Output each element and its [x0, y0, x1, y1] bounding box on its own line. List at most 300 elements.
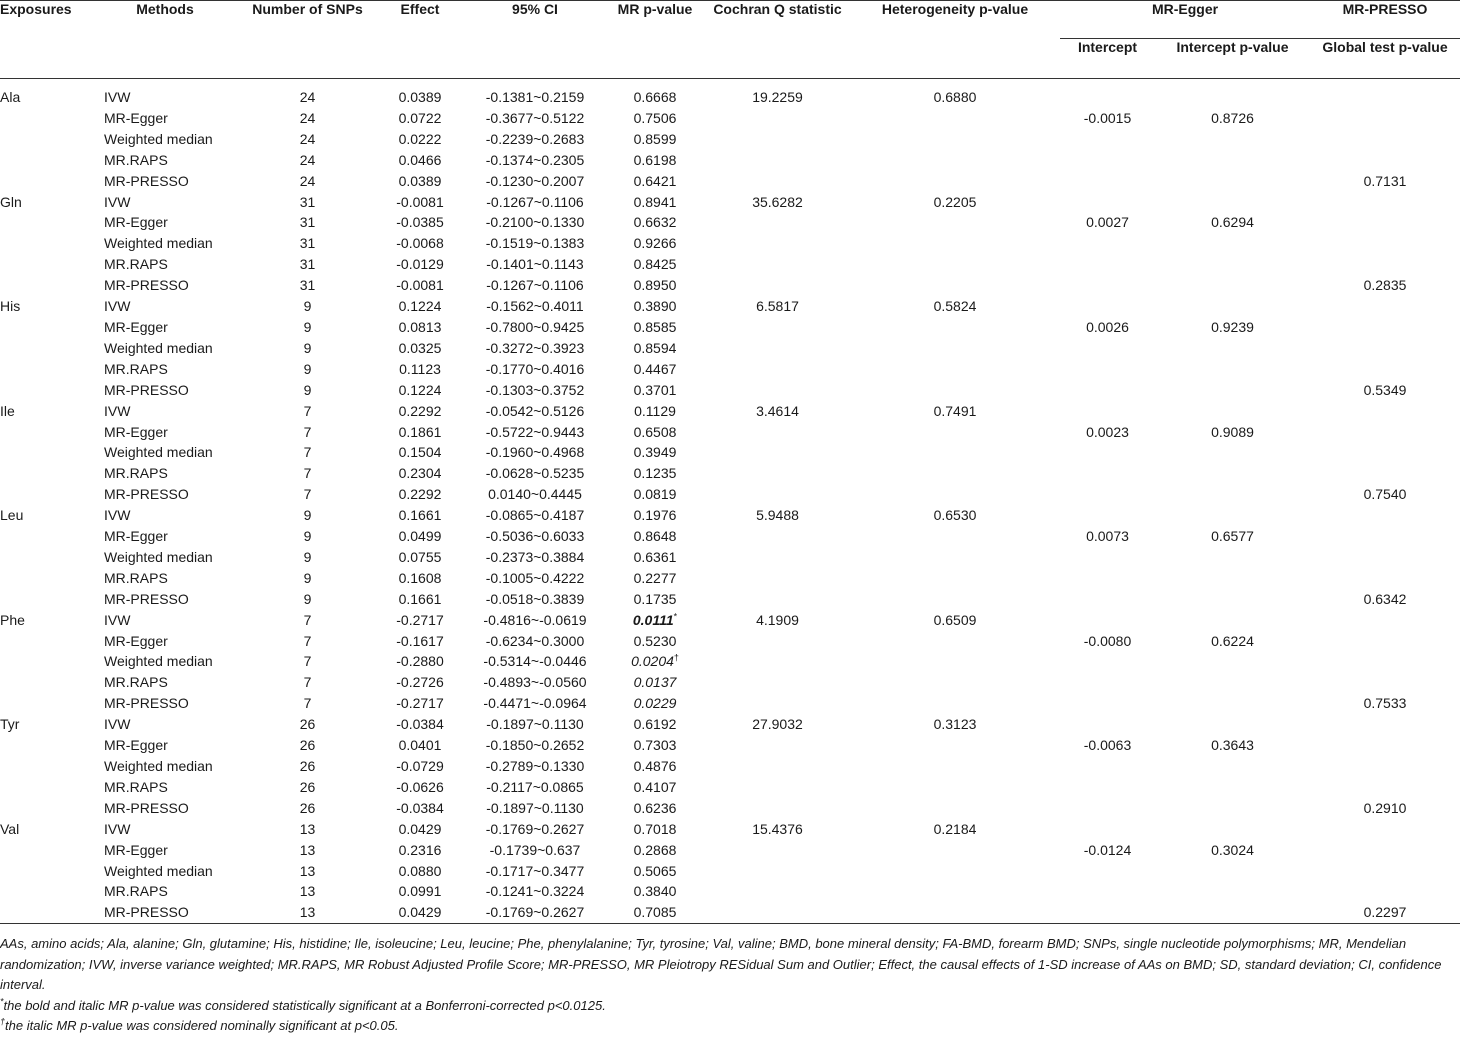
- intercept-p-cell: [1155, 693, 1310, 714]
- intercept-cell: [1060, 547, 1155, 568]
- table-row: [0, 777, 1460, 798]
- table-row: [0, 735, 1460, 756]
- intercept-p-cell: [1155, 275, 1310, 296]
- ci-cell: -0.1381~0.2159: [485, 89, 585, 105]
- exposure-cell: Leu: [0, 507, 24, 524]
- method-cell: MR-PRESSO: [104, 695, 189, 712]
- global-p-cell: [1310, 108, 1460, 129]
- heterogeneity-p-cell: [850, 672, 1060, 693]
- intercept-cell: -0.0015: [1083, 109, 1132, 126]
- exposure-cell: Gln: [0, 193, 22, 210]
- exposure-cell: Ala: [0, 89, 21, 105]
- dagger-mark: †: [0, 1016, 6, 1027]
- intercept-p-cell: [1155, 902, 1310, 923]
- effect-cell: 0.0499: [398, 528, 442, 545]
- header-ci: 95% CI: [512, 1, 558, 17]
- method-cell: MR-Egger: [104, 528, 168, 545]
- ci-cell: -0.2100~0.1330: [485, 214, 585, 231]
- ci-cell: -0.5036~0.6033: [485, 528, 585, 545]
- mr-p-cell: [605, 672, 705, 693]
- mr-p-cell: 0.7018: [633, 820, 677, 837]
- exposure-cell: [0, 317, 90, 338]
- global-p-cell: [1310, 568, 1460, 589]
- intercept-cell: -0.0124: [1083, 841, 1132, 858]
- ci-cell: -0.1401~0.1143: [486, 256, 584, 273]
- mr-p-cell: 0.8599: [633, 130, 677, 147]
- table-row: [0, 505, 1460, 526]
- effect-cell: 0.0222: [398, 130, 442, 147]
- global-p-cell: [1310, 192, 1460, 213]
- exposure-cell: [0, 254, 90, 275]
- star-mark: *: [0, 996, 4, 1007]
- snps-cell: 7: [303, 465, 312, 482]
- cochran-q-cell: [705, 359, 850, 380]
- exposure-cell: [0, 275, 90, 296]
- intercept-p-cell: [1155, 672, 1310, 693]
- global-p-cell: [1310, 777, 1460, 798]
- cochran-q-cell: [705, 798, 850, 819]
- global-p-cell: [1310, 631, 1460, 652]
- ci-cell: -0.1739~0.637: [489, 841, 581, 858]
- ci-cell: -0.1303~0.3752: [485, 381, 585, 398]
- snps-cell: 7: [303, 695, 312, 712]
- heterogeneity-p-cell: 0.6530: [933, 507, 977, 524]
- snps-cell: 13: [299, 862, 316, 879]
- effect-cell: 0.0813: [398, 318, 442, 335]
- global-p-cell: [1310, 610, 1460, 631]
- footnote-star-text: the bold and italic MR p-value was considered statistically significant at a Bonferroni-corrected p<0.0125.: [3, 997, 606, 1013]
- exposure-cell: [0, 861, 90, 882]
- cochran-q-cell: [705, 547, 850, 568]
- cochran-q-cell: 5.9488: [756, 507, 799, 524]
- global-p-cell: [1310, 233, 1460, 254]
- heterogeneity-p-cell: [850, 171, 1060, 192]
- heterogeneity-p-cell: [850, 631, 1060, 652]
- heterogeneity-p-cell: [850, 798, 1060, 819]
- intercept-p-cell: [1155, 798, 1310, 819]
- global-p-cell: [1310, 819, 1460, 840]
- intercept-p-cell: 0.6224: [1211, 632, 1254, 649]
- mr-p-cell: 0.5230: [633, 632, 677, 649]
- mr-p-cell: 0.3701: [633, 381, 677, 398]
- table-row: [0, 338, 1460, 359]
- effect-cell: 0.0722: [398, 109, 442, 126]
- mr-p-value: 0.0111: [632, 611, 674, 628]
- exposure-cell: [0, 129, 90, 150]
- heterogeneity-p-cell: [850, 756, 1060, 777]
- mr-p-cell: 0.6236: [633, 799, 677, 816]
- exposure-cell: [0, 631, 90, 652]
- mr-p-cell: 0.0819: [633, 486, 677, 503]
- mr-p-cell: 0.1976: [633, 507, 677, 524]
- mr-p-cell: 0.1129: [634, 402, 676, 419]
- method-cell: Weighted median: [104, 548, 213, 565]
- intercept-p-cell: 0.9089: [1211, 423, 1254, 440]
- effect-cell: -0.0081: [396, 193, 444, 210]
- method-cell: MR-Egger: [104, 737, 168, 754]
- global-p-cell: [1310, 296, 1460, 317]
- effect-cell: 0.1504: [398, 444, 442, 461]
- method-cell: MR-PRESSO: [104, 799, 189, 816]
- global-p-cell: [1310, 505, 1460, 526]
- snps-cell: 13: [240, 902, 375, 923]
- intercept-p-cell: [1155, 401, 1310, 422]
- header-snps: Number of SNPs: [252, 1, 363, 17]
- intercept-p-cell: 0.9239: [1211, 318, 1254, 335]
- cochran-q-cell: 27.9032: [752, 716, 803, 733]
- effect-cell: -0.0384: [396, 716, 444, 733]
- table-row: [0, 631, 1460, 652]
- intercept-p-cell: [1155, 568, 1310, 589]
- snps-cell: 7: [303, 674, 312, 691]
- intercept-p-cell: 0.6577: [1211, 528, 1254, 545]
- method-cell: IVW: [104, 193, 131, 210]
- mr-p-cell: 0.7085: [605, 902, 705, 923]
- effect-cell: -0.0081: [396, 277, 444, 294]
- table-footnotes: [0, 934, 1460, 1037]
- method-cell: MR-PRESSO: [90, 902, 240, 923]
- intercept-cell: -0.0080: [1083, 632, 1132, 649]
- snps-cell: 9: [303, 298, 312, 315]
- ci-cell: -0.6234~0.3000: [485, 632, 585, 649]
- exposure-cell: [0, 380, 90, 401]
- header-gap: [0, 79, 1460, 88]
- heterogeneity-p-cell: [850, 589, 1060, 610]
- ci-cell: -0.5314~-0.0446: [483, 653, 587, 670]
- mr-p-cell: 0.6508: [633, 423, 677, 440]
- mr-p-cell: 0.6668: [633, 89, 677, 105]
- heterogeneity-p-cell: [850, 212, 1060, 233]
- exposure-cell: [0, 422, 90, 443]
- intercept-p-cell: [1155, 714, 1310, 735]
- effect-cell: 0.0389: [398, 89, 442, 105]
- mr-p-cell: [605, 651, 705, 672]
- snps-cell: 7: [303, 632, 312, 649]
- mr-p-cell: 0.6421: [633, 172, 677, 189]
- snps-cell: 26: [299, 716, 316, 733]
- table-row: [0, 547, 1460, 568]
- intercept-cell: [1060, 380, 1155, 401]
- cochran-q-cell: [705, 484, 850, 505]
- heterogeneity-p-cell: 0.6880: [933, 89, 977, 105]
- heterogeneity-p-cell: [850, 359, 1060, 380]
- table-row: [0, 317, 1460, 338]
- intercept-cell: [1060, 359, 1155, 380]
- global-p-cell: [1310, 359, 1460, 380]
- intercept-cell: [1060, 401, 1155, 422]
- mr-p-value: 0.0229: [633, 695, 677, 712]
- heterogeneity-p-cell: [850, 422, 1060, 443]
- exposure-cell: [0, 171, 90, 192]
- heterogeneity-p-cell: 0.6509: [933, 611, 977, 628]
- cochran-q-cell: [705, 463, 850, 484]
- intercept-cell: 0.0027: [1086, 214, 1129, 231]
- mr-p-cell: 0.1735: [633, 590, 677, 607]
- method-cell: MR.RAPS: [104, 360, 168, 377]
- table-row: [0, 254, 1460, 275]
- mr-p-cell: 0.3949: [633, 444, 677, 461]
- table-row: [0, 693, 1460, 714]
- cochran-q-cell: 35.6282: [752, 193, 803, 210]
- snps-cell: 26: [299, 737, 316, 754]
- exposure-cell: [0, 798, 90, 819]
- method-cell: MR.RAPS: [104, 569, 168, 586]
- snps-cell: 31: [299, 214, 316, 231]
- intercept-p-cell: [1155, 359, 1310, 380]
- intercept-cell: 0.0023: [1086, 423, 1129, 440]
- method-cell: IVW: [104, 507, 131, 524]
- snps-cell: 7: [303, 486, 312, 503]
- table-row: [0, 589, 1460, 610]
- snps-cell: 24: [299, 151, 316, 168]
- global-p-cell: [1310, 840, 1460, 861]
- intercept-cell: [1060, 756, 1155, 777]
- global-p-cell: [1310, 547, 1460, 568]
- global-p-cell: [1310, 651, 1460, 672]
- intercept-p-cell: 0.3024: [1211, 841, 1254, 858]
- snps-cell: 9: [303, 381, 312, 398]
- mr-p-cell: 0.9266: [633, 235, 677, 252]
- intercept-cell: [1060, 693, 1155, 714]
- method-cell: Weighted median: [104, 758, 213, 774]
- cochran-q-cell: [705, 275, 850, 296]
- method-cell: Weighted median: [104, 653, 213, 670]
- cochran-q-cell: [705, 672, 850, 693]
- ci-cell: -0.1230~0.2007: [485, 172, 585, 189]
- method-cell: Weighted median: [104, 339, 213, 356]
- intercept-cell: [1060, 881, 1155, 902]
- cochran-q-cell: [705, 861, 850, 882]
- footnote-nominal: [0, 1016, 1460, 1037]
- table-row: [0, 756, 1460, 777]
- method-cell: MR.RAPS: [104, 465, 168, 482]
- intercept-p-cell: [1155, 150, 1310, 171]
- method-cell: IVW: [104, 89, 131, 105]
- heterogeneity-p-cell: [850, 547, 1060, 568]
- intercept-p-cell: [1155, 589, 1310, 610]
- cochran-q-cell: [705, 526, 850, 547]
- method-cell: IVW: [104, 298, 131, 315]
- table-row: [0, 359, 1460, 380]
- heterogeneity-p-cell: [850, 233, 1060, 254]
- cochran-q-cell: [705, 338, 850, 359]
- table-row: [0, 526, 1460, 547]
- intercept-p-cell: [1155, 881, 1310, 902]
- global-p-cell: [1310, 735, 1460, 756]
- exposure-cell: [0, 359, 90, 380]
- method-cell: Weighted median: [104, 444, 213, 461]
- exposure-cell: [0, 568, 90, 589]
- method-cell: MR.RAPS: [104, 778, 168, 795]
- effect-cell: 0.1661: [398, 590, 442, 607]
- global-p-cell: 0.7540: [1363, 486, 1407, 503]
- snps-cell: 9: [303, 507, 312, 524]
- effect-cell: -0.0626: [396, 778, 444, 795]
- global-p-cell: [1310, 87, 1460, 108]
- heterogeneity-p-cell: [850, 338, 1060, 359]
- header-exposures: Exposures: [0, 1, 72, 17]
- exposure-cell: [0, 840, 90, 861]
- table-row: [0, 651, 1460, 672]
- exposure-cell: Tyr: [0, 716, 20, 733]
- mr-p-cell: 0.7506: [633, 109, 677, 126]
- table-row: [0, 861, 1460, 882]
- header-intercept-p: Intercept p-value: [1176, 39, 1289, 55]
- intercept-cell: 0.0026: [1086, 318, 1129, 335]
- snps-cell: 7: [303, 402, 312, 419]
- cochran-q-cell: [705, 317, 850, 338]
- intercept-cell: [1060, 233, 1155, 254]
- table-row: [0, 296, 1460, 317]
- ci-cell: -0.1769~0.2627: [465, 902, 605, 923]
- exposure-cell: [0, 902, 90, 923]
- mr-p-cell: [605, 610, 705, 631]
- heterogeneity-p-cell: 0.2205: [933, 193, 977, 210]
- global-p-cell: [1310, 881, 1460, 902]
- ci-cell: -0.7800~0.9425: [485, 318, 585, 335]
- intercept-p-cell: [1155, 463, 1310, 484]
- ci-cell: -0.1519~0.1383: [485, 235, 585, 252]
- intercept-p-cell: 0.8726: [1211, 109, 1254, 126]
- global-p-cell: [1310, 212, 1460, 233]
- cochran-q-cell: [705, 568, 850, 589]
- mr-p-cell: 0.2277: [633, 569, 677, 586]
- global-p-cell: [1310, 672, 1460, 693]
- ci-cell: -0.2117~0.0865: [486, 778, 584, 795]
- intercept-p-cell: [1155, 192, 1310, 213]
- mr-p-cell: 0.8425: [633, 256, 677, 273]
- table-row: [0, 380, 1460, 401]
- ci-cell: -0.1850~0.2652: [485, 737, 585, 754]
- cochran-q-cell: [705, 171, 850, 192]
- global-p-cell: 0.7131: [1363, 172, 1407, 189]
- cochran-q-cell: [705, 881, 850, 902]
- header-methods: Methods: [136, 1, 194, 17]
- snps-cell: 7: [303, 653, 312, 670]
- header-intercept: Intercept: [1077, 39, 1138, 55]
- table-row: [0, 401, 1460, 422]
- ci-cell: -0.1562~0.4011: [486, 298, 584, 315]
- ci-cell: -0.4471~-0.0964: [483, 695, 587, 712]
- exposure-cell: [0, 484, 90, 505]
- table-row: [0, 192, 1460, 213]
- intercept-p-cell: [1155, 233, 1310, 254]
- ci-cell: -0.0518~0.3839: [485, 590, 585, 607]
- table-row: [0, 463, 1460, 484]
- cochran-q-cell: [705, 902, 850, 923]
- table-row: [0, 87, 1460, 108]
- cochran-q-cell: [705, 735, 850, 756]
- snps-cell: 9: [303, 569, 312, 586]
- heterogeneity-p-cell: 0.7491: [933, 402, 977, 419]
- mr-p-cell: 0.8950: [633, 277, 677, 294]
- intercept-p-cell: [1155, 254, 1310, 275]
- cochran-q-cell: [705, 693, 850, 714]
- effect-cell: -0.0068: [396, 235, 444, 252]
- intercept-cell: [1060, 87, 1155, 108]
- cochran-q-cell: [705, 589, 850, 610]
- method-cell: MR-PRESSO: [104, 486, 189, 503]
- cochran-q-cell: 19.2259: [752, 89, 803, 105]
- header-heterogeneity-p: Heterogeneity p-value: [881, 1, 1029, 17]
- snps-cell: 31: [299, 235, 316, 252]
- exposure-cell: [0, 150, 90, 171]
- method-cell: MR.RAPS: [104, 883, 168, 900]
- mr-p-cell: 0.8941: [633, 193, 677, 210]
- intercept-cell: [1060, 610, 1155, 631]
- effect-cell: 0.0880: [398, 862, 442, 879]
- intercept-cell: [1060, 777, 1155, 798]
- method-cell: IVW: [104, 820, 131, 837]
- exposure-cell: Val: [0, 820, 20, 837]
- intercept-p-cell: [1155, 338, 1310, 359]
- exposure-cell: [0, 735, 90, 756]
- effect-cell: -0.0129: [396, 256, 444, 273]
- intercept-p-cell: 0.6294: [1211, 214, 1254, 231]
- mr-p-cell: 0.1235: [633, 465, 677, 482]
- effect-cell: 0.2304: [398, 465, 442, 482]
- snps-cell: 26: [299, 799, 316, 816]
- effect-cell: 0.0401: [398, 737, 442, 754]
- effect-cell: -0.2880: [396, 653, 444, 670]
- global-p-cell: [1310, 401, 1460, 422]
- intercept-cell: [1060, 171, 1155, 192]
- heterogeneity-p-cell: [850, 526, 1060, 547]
- exposure-cell: [0, 589, 90, 610]
- heterogeneity-p-cell: [850, 380, 1060, 401]
- method-cell: MR-Egger: [104, 841, 168, 858]
- global-p-cell: [1310, 861, 1460, 882]
- method-cell: MR.RAPS: [104, 674, 168, 691]
- table-row: [0, 150, 1460, 171]
- intercept-p-cell: [1155, 505, 1310, 526]
- mr-p-value: 0.0204: [631, 653, 674, 670]
- mr-p-cell: 0.8648: [633, 528, 677, 545]
- heterogeneity-p-cell: 0.2184: [933, 820, 977, 837]
- global-p-cell: 0.6342: [1363, 590, 1407, 607]
- ci-cell: -0.1374~0.2305: [485, 151, 585, 168]
- intercept-p-cell: [1155, 861, 1310, 882]
- heterogeneity-p-cell: [850, 902, 1060, 923]
- heterogeneity-p-cell: [850, 254, 1060, 275]
- ci-cell: -0.1241~0.3224: [485, 883, 585, 900]
- intercept-cell: [1060, 714, 1155, 735]
- global-p-cell: [1310, 756, 1460, 777]
- cochran-q-cell: [705, 212, 850, 233]
- cochran-q-cell: [705, 422, 850, 443]
- mr-p-cell: 0.3890: [633, 298, 677, 315]
- snps-cell: 31: [299, 256, 316, 273]
- heterogeneity-p-cell: [850, 150, 1060, 171]
- global-p-cell: 0.5349: [1363, 381, 1407, 398]
- header-mr-p: MR p-value: [617, 1, 693, 17]
- global-p-cell: 0.2297: [1310, 902, 1460, 923]
- cochran-q-cell: [705, 233, 850, 254]
- snps-cell: 13: [299, 883, 316, 900]
- table-row: [0, 881, 1460, 902]
- method-cell: IVW: [104, 402, 131, 419]
- global-p-cell: [1310, 150, 1460, 171]
- ci-cell: -0.2373~0.3884: [485, 548, 585, 565]
- heterogeneity-p-cell: [850, 881, 1060, 902]
- snps-cell: 26: [299, 758, 316, 774]
- intercept-p-cell: 0.3643: [1211, 737, 1254, 754]
- effect-cell: 0.0325: [398, 339, 442, 356]
- method-cell: MR-Egger: [104, 109, 168, 126]
- intercept-p-cell: [1155, 380, 1310, 401]
- intercept-p-cell: [1155, 651, 1310, 672]
- snps-cell: 24: [299, 89, 316, 105]
